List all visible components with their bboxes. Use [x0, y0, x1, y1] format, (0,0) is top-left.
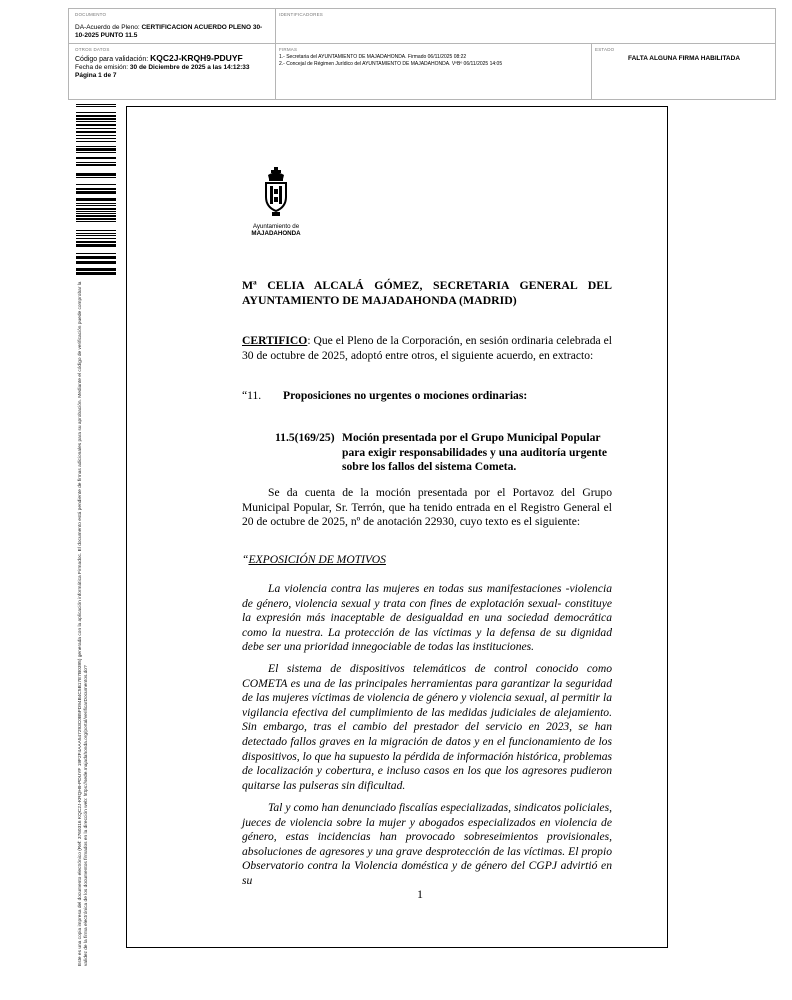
header-divider: [275, 9, 276, 99]
barcode-bar: [76, 198, 116, 201]
intro-paragraph: Se da cuenta de la moción presentada por el Portavoz del Grupo Municipal Popular, Sr. Terrón, que ha tenido entrada en el Registro General el 20 de octubre de 2025, nº de anotación 22930, cuyo texto es el siguiente:: [242, 486, 612, 529]
fecha-prefix: Fecha de emisión:: [75, 64, 130, 71]
firmas-cell: [279, 47, 589, 67]
barcode-bar: [76, 121, 116, 122]
pagina-indicator: Página 1 de 7: [75, 72, 117, 79]
barcode-bar: [76, 230, 116, 231]
header-divider: [69, 43, 775, 44]
barcode-bar: [76, 131, 116, 133]
item-title: Moción presentada por el Grupo Municipal Popular para exigir responsabilidades y una auditoría urgente sobre los fallos del sistema Cometa.: [342, 431, 607, 474]
barcode-bar: [76, 118, 116, 120]
section-title: Proposiciones no urgentes o mociones ordinarias:: [283, 389, 528, 402]
barcode-bar: [76, 115, 116, 117]
codigo-value[interactable]: KQC2J-KRQH9-PDUYF: [150, 53, 243, 63]
barcode-bar: [76, 268, 116, 271]
header-divider: [591, 43, 592, 99]
logo-line-2: MAJADAHONDA: [251, 230, 301, 237]
barcode-bar: [76, 106, 116, 107]
estado-cell: [595, 47, 773, 63]
codigo-prefix: Código para validación:: [75, 56, 151, 63]
document-header: [68, 8, 776, 100]
exposicion-heading: [242, 553, 612, 568]
fecha-emision: [75, 64, 271, 72]
barcode-bar: [76, 128, 116, 129]
documento-value: [75, 24, 271, 40]
barcode-bar: [76, 152, 116, 153]
barcode-bar: [76, 112, 116, 113]
estado-value: FALTA ALGUNA FIRMA HABILITADA: [627, 55, 741, 62]
barcode-bar: [76, 173, 116, 176]
fecha-value: 30 de Diciembre de 2025 a las 14:12:33: [129, 64, 250, 71]
documento-name: CERTIFICACION ACUERDO PLENO 30-10-2025 PUNTO 11.5: [75, 24, 263, 39]
barcode-bar: [76, 188, 116, 190]
barcode-bar: [76, 184, 116, 185]
verification-side-text: Este es una copia impresa del documento electrónico (Ref: 3760316 KQC2J-KRQH9-PDUYF 19F2F4AAA547293C0B5FD94B4C5B17E7B0395) generada con la aplicación informática Firmadoc. El documento está pendiente de firmas adicionales para su aprobación. Mediante el código de verificación puede comprobar la validez de la firma electrónica de los documentos firmados en la dirección web: https://sede.majadahonda.org/portal/verificarDocumentos.do?: [78, 281, 89, 966]
exposicion-quote: “: [242, 553, 249, 566]
exposicion-title: EXPOSICIÓN DE MOTIVOS: [248, 553, 386, 566]
body-paragraph-3: Tal y como han denunciado fiscalías especializadas, sindicatos policiales, jueces de violencia sobre la mujer y abogados especializados en violencia de género, estas incidencias han provocado sobreseimientos provisionales, absoluciones de agresores y una grave desprotección de las víctimas. El propio Observatorio contra la Violencia doméstica y de género del CGPJ advirtió en su: [242, 801, 612, 887]
item-heading: [242, 431, 612, 475]
documento-cell: [75, 12, 271, 40]
section-number: “11.: [242, 389, 262, 402]
barcode-bar: [76, 141, 116, 142]
barcode-bar: [76, 177, 116, 178]
barcode-bar: [76, 124, 116, 126]
barcode-bar: [76, 235, 116, 236]
barcode-bar: [76, 261, 116, 264]
barcode-bar: [76, 104, 116, 105]
barcode-bar: [76, 211, 116, 212]
identificadores-label: IDENTIFICADORES: [279, 12, 324, 17]
certifico-text: : Que el Pleno de la Corporación, en sesión ordinaria celebrada el 30 de octubre de 2025, adoptó entre otros, el siguiente acuerdo, en extracto:: [242, 334, 612, 362]
barcode-bar: [76, 146, 116, 147]
barcode-bar: [76, 244, 116, 247]
page-number: 1: [417, 887, 423, 901]
barcode-bar: [76, 221, 116, 222]
barcode-image: [76, 104, 116, 276]
body-paragraph-2: El sistema de dispositivos telemáticos de control conocido como COMETA es una de las principales herramientas para garantizar la seguridad de las mujeres víctimas de violencia de género y violencia sexual, al permitir la vigilancia efectiva del cumplimiento de las medidas judiciales de alejamiento. Sin embargo, tras el cambio del prestador del servicio en 2023, se han detectado fallos graves en la migración de datos y en el funcionamiento de los dispositivos, lo que ha supuesto la pérdida de información histórica, problemas de localización y cobertura, e incluso casos en los que los agresores pudieron quitarse las pulseras sin dificultad.: [242, 662, 612, 792]
barcode-bar: [76, 157, 116, 159]
coat-of-arms-icon: [263, 167, 289, 217]
otros-datos-cell: [75, 47, 271, 80]
barcode-bar: [76, 138, 116, 139]
ayuntamiento-logo: [241, 167, 311, 237]
barcode-bar: [76, 208, 116, 210]
barcode-bar: [76, 148, 116, 151]
barcode-bar: [76, 215, 116, 217]
barcode-bar: [76, 256, 116, 259]
barcode-bar: [76, 238, 116, 239]
barcode-bar: [76, 272, 116, 275]
barcode-bar: [76, 233, 116, 234]
barcode-bar: [76, 203, 116, 204]
barcode-bar: [76, 205, 116, 206]
barcode-bar: [76, 218, 116, 220]
firmas-label: FIRMAS: [279, 47, 298, 52]
documento-label: DOCUMENTO: [75, 12, 107, 17]
barcode-bar: [76, 164, 116, 166]
barcode-bar: [76, 213, 116, 214]
barcode-bar: [76, 191, 116, 194]
codigo-validacion: [75, 54, 271, 64]
document-page: [126, 106, 668, 948]
barcode-bar: [76, 135, 116, 136]
estado-label: ESTADO: [595, 47, 615, 52]
documento-prefix: DA-Acuerdo de Pleno:: [75, 24, 142, 31]
barcode-bar: [76, 241, 116, 243]
logo-line-1: Ayuntamiento de: [252, 223, 300, 230]
certifico-paragraph: [242, 334, 612, 363]
document-title: Mª CELIA ALCALÁ GÓMEZ, SECRETARIA GENERAL DEL AYUNTAMIENTO DE MAJADAHONDA (MADRID): [242, 278, 612, 307]
identificadores-cell: [279, 12, 579, 17]
item-number: 11.5(169/25): [275, 431, 335, 444]
barcode-bar: [76, 253, 116, 254]
section-heading: [242, 389, 612, 404]
body-paragraph-1: La violencia contra las mujeres en todas sus manifestaciones -violencia de género, violencia sexual y trata con fines de explotación sexual- constituye la expresión más inaceptable de desigualdad en una sociedad democrática como la nuestra. La protección de las víctimas y la defensa de su dignidad debe ser una prioridad innegociable de todas las instituciones.: [242, 582, 612, 654]
barcode-bar: [76, 162, 116, 163]
otros-datos-label: OTROS DATOS: [75, 47, 110, 52]
firma-2: 2.- Concejal de Régimen Jurídico del AYUNTAMIENTO DE MAJADAHONDA. VºBº 06/11/2025 14:05: [279, 60, 503, 67]
certifico-word: CERTIFICO: [242, 334, 308, 347]
firma-1: 1.- Secretaria del AYUNTAMIENTO DE MAJADAHONDA. Firmado 06/11/2025 08:22: [279, 54, 467, 60]
